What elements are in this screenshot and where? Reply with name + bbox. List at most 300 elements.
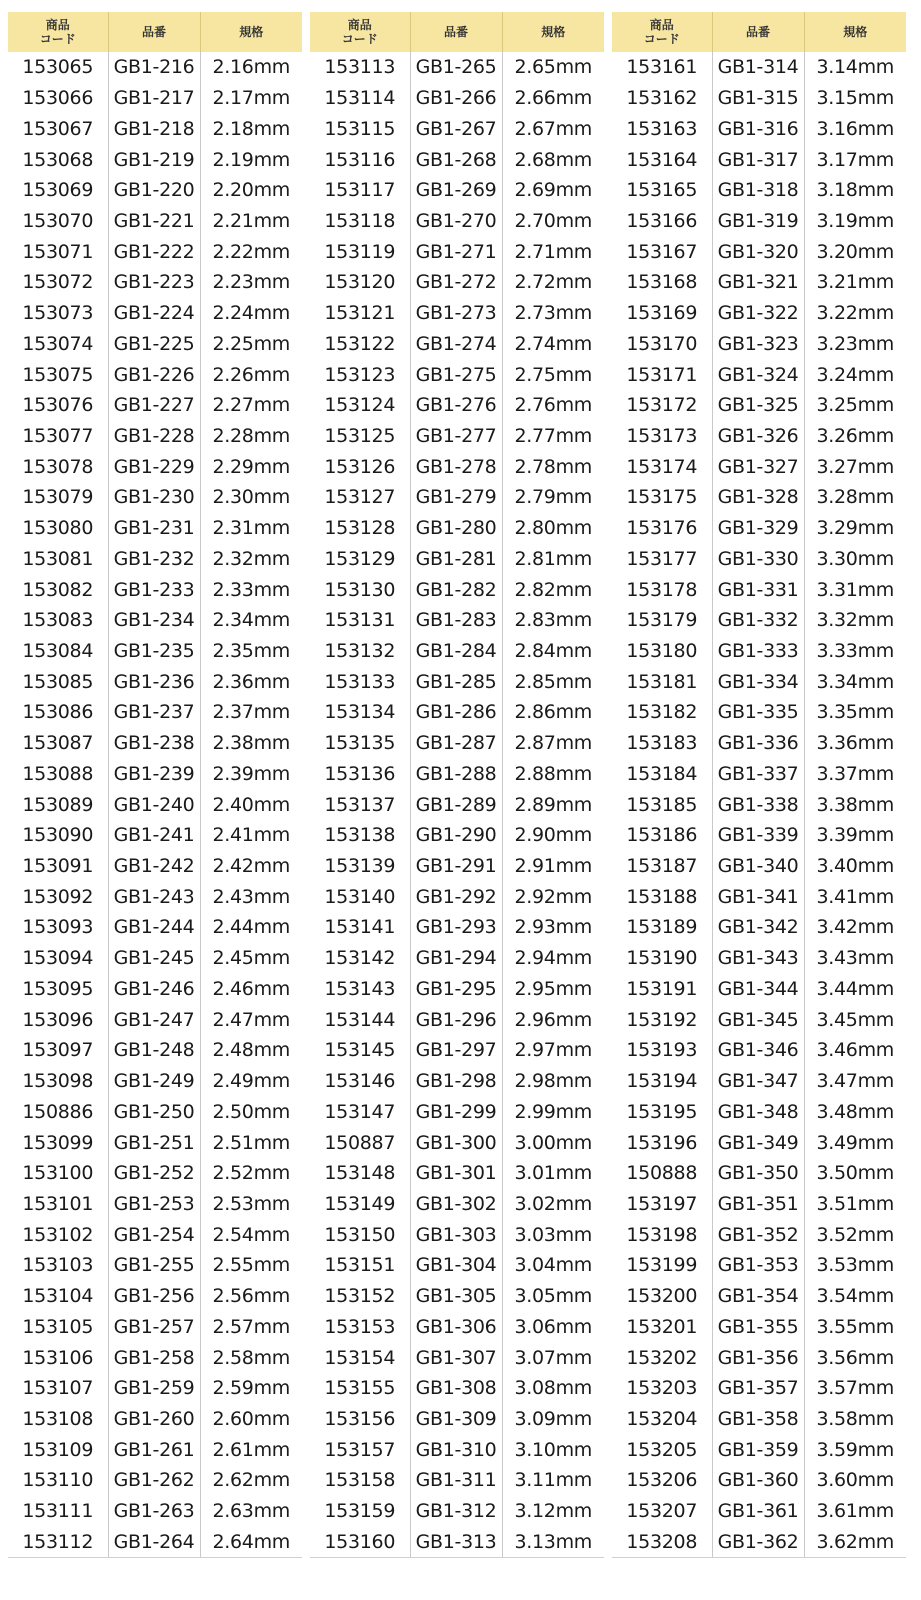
table-row bbox=[8, 482, 302, 513]
product-table-3 bbox=[612, 12, 906, 1558]
table-row bbox=[310, 482, 604, 513]
product-code-cell: 153106 bbox=[22, 1346, 94, 1369]
table-row bbox=[612, 52, 906, 83]
product-code-cell: 153082 bbox=[22, 578, 94, 601]
spec-cell: 2.62mm bbox=[200, 1465, 302, 1496]
part-number-cell: GB1-308 bbox=[410, 1373, 502, 1404]
table-row bbox=[310, 390, 604, 421]
part-number-cell: GB1-273 bbox=[410, 298, 502, 329]
product-code-cell: 153153 bbox=[324, 1315, 396, 1338]
part-number-cell: GB1-281 bbox=[410, 544, 502, 575]
product-code-cell: 153160 bbox=[310, 1527, 410, 1558]
table-row bbox=[8, 1311, 302, 1342]
part-number-cell: GB1-244 bbox=[108, 912, 200, 943]
spec-cell: 3.53mm bbox=[804, 1250, 906, 1281]
spec-cell: 3.12mm bbox=[502, 1496, 604, 1527]
part-number-cell: GB1-239 bbox=[108, 759, 200, 790]
part-number-cell: GB1-327 bbox=[712, 451, 804, 482]
part-number-cell: GB1-346 bbox=[712, 1035, 804, 1066]
product-code-cell: 153094 bbox=[22, 947, 94, 970]
table-row bbox=[612, 759, 906, 790]
product-code-cell: 153079 bbox=[22, 486, 94, 509]
table-row bbox=[8, 1158, 302, 1189]
spec-cell: 2.49mm bbox=[200, 1066, 302, 1097]
spec-cell: 3.31mm bbox=[804, 574, 906, 605]
part-number-cell: GB1-228 bbox=[108, 421, 200, 452]
spec-cell: 2.76mm bbox=[502, 390, 604, 421]
spec-cell: 2.41mm bbox=[200, 820, 302, 851]
spec-cell: 3.04mm bbox=[502, 1250, 604, 1281]
product-code-cell: 153132 bbox=[324, 640, 396, 663]
product-code-cell: 153134 bbox=[324, 701, 396, 724]
part-number-cell: GB1-310 bbox=[410, 1434, 502, 1465]
product-code-cell: 153148 bbox=[324, 1162, 396, 1185]
table-row bbox=[310, 1219, 604, 1250]
part-number-cell: GB1-360 bbox=[712, 1465, 804, 1496]
spec-cell: 3.13mm bbox=[502, 1527, 604, 1558]
table-row bbox=[612, 1527, 906, 1558]
table-row bbox=[8, 144, 302, 175]
table-row bbox=[612, 1189, 906, 1220]
spec-cell: 3.33mm bbox=[804, 636, 906, 667]
spec-cell: 2.27mm bbox=[200, 390, 302, 421]
part-number-cell: GB1-354 bbox=[712, 1281, 804, 1312]
part-number-cell: GB1-339 bbox=[712, 820, 804, 851]
product-code-cell: 153203 bbox=[626, 1377, 698, 1400]
spec-cell: 3.28mm bbox=[804, 482, 906, 513]
part-number-cell: GB1-267 bbox=[410, 113, 502, 144]
table-row bbox=[8, 1434, 302, 1465]
part-number-cell: GB1-254 bbox=[108, 1219, 200, 1250]
spec-cell: 3.39mm bbox=[804, 820, 906, 851]
part-number-cell: GB1-359 bbox=[712, 1434, 804, 1465]
product-code-cell: 153184 bbox=[626, 762, 698, 785]
spec-cell: 2.30mm bbox=[200, 482, 302, 513]
spec-cell: 3.03mm bbox=[502, 1219, 604, 1250]
spec-cell: 3.00mm bbox=[502, 1127, 604, 1158]
product-code-cell: 153133 bbox=[324, 670, 396, 693]
part-number-cell: GB1-288 bbox=[410, 759, 502, 790]
part-number-cell: GB1-243 bbox=[108, 881, 200, 912]
spec-cell: 2.78mm bbox=[502, 451, 604, 482]
product-code-cell: 153167 bbox=[626, 240, 698, 263]
header-part-number: 品番 bbox=[712, 12, 804, 52]
spec-cell: 2.68mm bbox=[502, 144, 604, 175]
part-number-cell: GB1-264 bbox=[108, 1527, 200, 1558]
table-row bbox=[612, 851, 906, 882]
table-row bbox=[612, 789, 906, 820]
part-number-cell: GB1-263 bbox=[108, 1496, 200, 1527]
product-code-cell: 153076 bbox=[22, 394, 94, 417]
part-number-cell: GB1-300 bbox=[410, 1127, 502, 1158]
product-table-2 bbox=[310, 12, 604, 1558]
product-code-cell: 153099 bbox=[22, 1131, 94, 1154]
product-code-cell: 153109 bbox=[22, 1438, 94, 1461]
product-code-cell: 153175 bbox=[626, 486, 698, 509]
part-number-cell: GB1-269 bbox=[410, 175, 502, 206]
spec-cell: 3.16mm bbox=[804, 113, 906, 144]
product-code-cell: 153196 bbox=[626, 1131, 698, 1154]
spec-cell: 3.08mm bbox=[502, 1373, 604, 1404]
product-code-cell: 153127 bbox=[324, 486, 396, 509]
spec-cell: 3.10mm bbox=[502, 1434, 604, 1465]
spec-cell: 3.15mm bbox=[804, 83, 906, 114]
table-body bbox=[310, 52, 604, 1558]
spec-cell: 3.30mm bbox=[804, 544, 906, 575]
part-number-cell: GB1-270 bbox=[410, 206, 502, 237]
table-row bbox=[8, 1066, 302, 1097]
part-number-cell: GB1-256 bbox=[108, 1281, 200, 1312]
product-code-cell: 153177 bbox=[626, 547, 698, 570]
part-number-cell: GB1-335 bbox=[712, 697, 804, 728]
table-row bbox=[310, 328, 604, 359]
table-row bbox=[612, 298, 906, 329]
product-code-cell: 153151 bbox=[324, 1254, 396, 1277]
part-number-cell: GB1-317 bbox=[712, 144, 804, 175]
table-row bbox=[612, 1373, 906, 1404]
spec-cell: 2.36mm bbox=[200, 666, 302, 697]
part-number-cell: GB1-291 bbox=[410, 851, 502, 882]
table-row bbox=[612, 1004, 906, 1035]
table-row bbox=[612, 421, 906, 452]
product-code-cell: 153187 bbox=[626, 855, 698, 878]
spec-cell: 2.83mm bbox=[502, 605, 604, 636]
product-code-cell: 153165 bbox=[626, 179, 698, 202]
part-number-cell: GB1-302 bbox=[410, 1189, 502, 1220]
spec-cell: 2.77mm bbox=[502, 421, 604, 452]
spec-cell: 2.35mm bbox=[200, 636, 302, 667]
product-code-cell: 153130 bbox=[324, 578, 396, 601]
table-row bbox=[310, 544, 604, 575]
part-number-cell: GB1-289 bbox=[410, 789, 502, 820]
table-row bbox=[612, 267, 906, 298]
product-code-cell: 153206 bbox=[626, 1469, 698, 1492]
spec-cell: 3.14mm bbox=[804, 52, 906, 83]
spec-cell: 3.17mm bbox=[804, 144, 906, 175]
table-row bbox=[310, 1434, 604, 1465]
spec-cell: 2.56mm bbox=[200, 1281, 302, 1312]
part-number-cell: GB1-240 bbox=[108, 789, 200, 820]
spec-cell: 3.40mm bbox=[804, 851, 906, 882]
spec-cell: 2.32mm bbox=[200, 544, 302, 575]
part-number-cell: GB1-229 bbox=[108, 451, 200, 482]
spec-cell: 2.23mm bbox=[200, 267, 302, 298]
part-number-cell: GB1-293 bbox=[410, 912, 502, 943]
spec-cell: 2.25mm bbox=[200, 328, 302, 359]
table-row bbox=[8, 52, 302, 83]
header-product-code: 商品 コード bbox=[612, 12, 712, 52]
part-number-cell: GB1-217 bbox=[108, 83, 200, 114]
spec-cell: 2.82mm bbox=[502, 574, 604, 605]
product-code-cell: 153111 bbox=[22, 1500, 94, 1523]
product-code-cell: 153078 bbox=[22, 455, 94, 478]
spec-cell: 2.66mm bbox=[502, 83, 604, 114]
table-row bbox=[310, 451, 604, 482]
table-row bbox=[612, 912, 906, 943]
part-number-cell: GB1-306 bbox=[410, 1311, 502, 1342]
spec-cell: 2.89mm bbox=[502, 789, 604, 820]
part-number-cell: GB1-326 bbox=[712, 421, 804, 452]
part-number-cell: GB1-235 bbox=[108, 636, 200, 667]
spec-cell: 3.23mm bbox=[804, 328, 906, 359]
table-row bbox=[612, 482, 906, 513]
spec-cell: 3.20mm bbox=[804, 236, 906, 267]
product-code-cell: 153178 bbox=[626, 578, 698, 601]
table-row bbox=[8, 421, 302, 452]
part-number-cell: GB1-324 bbox=[712, 359, 804, 390]
table-row bbox=[8, 881, 302, 912]
product-code-cell: 153120 bbox=[324, 271, 396, 294]
table-row bbox=[310, 1035, 604, 1066]
part-number-cell: GB1-351 bbox=[712, 1189, 804, 1220]
table-row bbox=[8, 666, 302, 697]
product-code-cell: 153092 bbox=[22, 885, 94, 908]
product-code-cell: 153068 bbox=[22, 148, 94, 171]
product-code-cell: 153131 bbox=[324, 609, 396, 632]
spec-cell: 2.84mm bbox=[502, 636, 604, 667]
product-code-cell: 153205 bbox=[626, 1438, 698, 1461]
table-row bbox=[8, 113, 302, 144]
product-code-cell: 153188 bbox=[626, 885, 698, 908]
table-row bbox=[612, 697, 906, 728]
table-row bbox=[310, 113, 604, 144]
product-code-cell: 153070 bbox=[22, 209, 94, 232]
part-number-cell: GB1-261 bbox=[108, 1434, 200, 1465]
table-row bbox=[8, 1035, 302, 1066]
table-row bbox=[8, 1281, 302, 1312]
product-code-cell: 153113 bbox=[324, 56, 396, 79]
spec-cell: 3.48mm bbox=[804, 1096, 906, 1127]
table-row bbox=[8, 636, 302, 667]
spec-cell: 2.97mm bbox=[502, 1035, 604, 1066]
product-code-cell: 153142 bbox=[324, 947, 396, 970]
product-code-cell: 153138 bbox=[324, 824, 396, 847]
product-code-cell: 153125 bbox=[324, 424, 396, 447]
table-row bbox=[310, 574, 604, 605]
table-row bbox=[612, 513, 906, 544]
part-number-cell: GB1-255 bbox=[108, 1250, 200, 1281]
part-number-cell: GB1-276 bbox=[410, 390, 502, 421]
spec-cell: 2.33mm bbox=[200, 574, 302, 605]
spec-cell: 3.59mm bbox=[804, 1434, 906, 1465]
part-number-cell: GB1-259 bbox=[108, 1373, 200, 1404]
product-code-cell: 153086 bbox=[22, 701, 94, 724]
part-number-cell: GB1-225 bbox=[108, 328, 200, 359]
table-row bbox=[612, 1219, 906, 1250]
table-row bbox=[310, 636, 604, 667]
table-row bbox=[8, 298, 302, 329]
product-code-cell: 153089 bbox=[22, 793, 94, 816]
product-code-cell: 153108 bbox=[22, 1407, 94, 1430]
product-code-cell: 153072 bbox=[22, 271, 94, 294]
table-row bbox=[8, 544, 302, 575]
part-number-cell: GB1-319 bbox=[712, 206, 804, 237]
table-row bbox=[612, 206, 906, 237]
product-code-cell: 153073 bbox=[22, 302, 94, 325]
part-number-cell: GB1-231 bbox=[108, 513, 200, 544]
product-code-cell: 153126 bbox=[324, 455, 396, 478]
table-row bbox=[612, 175, 906, 206]
part-number-cell: GB1-344 bbox=[712, 974, 804, 1005]
part-number-cell: GB1-232 bbox=[108, 544, 200, 575]
product-code-cell: 153088 bbox=[22, 762, 94, 785]
part-number-cell: GB1-245 bbox=[108, 943, 200, 974]
table-row bbox=[8, 206, 302, 237]
spec-cell: 2.40mm bbox=[200, 789, 302, 820]
spec-cell: 2.87mm bbox=[502, 728, 604, 759]
part-number-cell: GB1-290 bbox=[410, 820, 502, 851]
table-row bbox=[310, 1311, 604, 1342]
table-row bbox=[612, 451, 906, 482]
part-number-cell: GB1-246 bbox=[108, 974, 200, 1005]
table-row bbox=[612, 1035, 906, 1066]
spec-cell: 2.60mm bbox=[200, 1404, 302, 1435]
part-number-cell: GB1-331 bbox=[712, 574, 804, 605]
part-number-cell: GB1-218 bbox=[108, 113, 200, 144]
spec-cell: 2.28mm bbox=[200, 421, 302, 452]
part-number-cell: GB1-332 bbox=[712, 605, 804, 636]
header-spec: 規格 bbox=[502, 12, 604, 52]
table-row bbox=[612, 83, 906, 114]
table-row bbox=[310, 1373, 604, 1404]
table-row bbox=[8, 175, 302, 206]
table-row bbox=[310, 1189, 604, 1220]
product-code-cell: 153141 bbox=[324, 916, 396, 939]
spec-cell: 2.22mm bbox=[200, 236, 302, 267]
product-code-cell: 153163 bbox=[626, 117, 698, 140]
spec-cell: 3.26mm bbox=[804, 421, 906, 452]
part-number-cell: GB1-265 bbox=[410, 52, 502, 83]
spec-cell: 2.34mm bbox=[200, 605, 302, 636]
part-number-cell: GB1-252 bbox=[108, 1158, 200, 1189]
spec-cell: 3.34mm bbox=[804, 666, 906, 697]
spec-cell: 3.49mm bbox=[804, 1127, 906, 1158]
table-row bbox=[310, 206, 604, 237]
part-number-cell: GB1-271 bbox=[410, 236, 502, 267]
part-number-cell: GB1-307 bbox=[410, 1342, 502, 1373]
product-code-cell: 153074 bbox=[22, 332, 94, 355]
table-row bbox=[310, 728, 604, 759]
product-code-cell: 153204 bbox=[626, 1407, 698, 1430]
spec-cell: 2.29mm bbox=[200, 451, 302, 482]
table-row bbox=[8, 513, 302, 544]
part-number-cell: GB1-342 bbox=[712, 912, 804, 943]
product-code-cell: 153118 bbox=[324, 209, 396, 232]
product-code-cell: 153121 bbox=[324, 302, 396, 325]
table-row bbox=[612, 390, 906, 421]
table-header-row bbox=[310, 12, 604, 52]
spec-cell: 2.91mm bbox=[502, 851, 604, 882]
part-number-cell: GB1-323 bbox=[712, 328, 804, 359]
part-number-cell: GB1-311 bbox=[410, 1465, 502, 1496]
spec-cell: 3.51mm bbox=[804, 1189, 906, 1220]
product-code-cell: 153170 bbox=[626, 332, 698, 355]
spec-cell: 2.38mm bbox=[200, 728, 302, 759]
product-code-cell: 153190 bbox=[626, 947, 698, 970]
spec-cell: 2.31mm bbox=[200, 513, 302, 544]
part-number-cell: GB1-314 bbox=[712, 52, 804, 83]
table-row bbox=[8, 912, 302, 943]
product-code-cell: 153102 bbox=[22, 1223, 94, 1246]
spec-cell: 3.42mm bbox=[804, 912, 906, 943]
product-code-cell: 153143 bbox=[324, 977, 396, 1000]
product-code-cell: 153080 bbox=[22, 517, 94, 540]
product-code-cell: 153095 bbox=[22, 977, 94, 1000]
table-row bbox=[310, 1281, 604, 1312]
product-code-cell: 153195 bbox=[626, 1100, 698, 1123]
spec-cell: 2.64mm bbox=[200, 1527, 302, 1558]
part-number-cell: GB1-241 bbox=[108, 820, 200, 851]
table-row bbox=[612, 636, 906, 667]
product-code-cell: 153083 bbox=[22, 609, 94, 632]
table-row bbox=[310, 943, 604, 974]
part-number-cell: GB1-274 bbox=[410, 328, 502, 359]
product-code-cell: 153183 bbox=[626, 732, 698, 755]
part-number-cell: GB1-219 bbox=[108, 144, 200, 175]
table-row bbox=[8, 759, 302, 790]
table-row bbox=[8, 820, 302, 851]
table-row bbox=[612, 1096, 906, 1127]
product-code-cell: 153136 bbox=[324, 762, 396, 785]
part-number-cell: GB1-338 bbox=[712, 789, 804, 820]
spec-cell: 3.55mm bbox=[804, 1311, 906, 1342]
part-number-cell: GB1-325 bbox=[712, 390, 804, 421]
product-code-cell: 153075 bbox=[22, 363, 94, 386]
table-row bbox=[612, 820, 906, 851]
part-number-cell: GB1-320 bbox=[712, 236, 804, 267]
part-number-cell: GB1-348 bbox=[712, 1096, 804, 1127]
spec-cell: 2.75mm bbox=[502, 359, 604, 390]
table-row bbox=[612, 974, 906, 1005]
table-row bbox=[8, 728, 302, 759]
table-row bbox=[310, 236, 604, 267]
spec-cell: 2.61mm bbox=[200, 1434, 302, 1465]
table-row bbox=[612, 605, 906, 636]
table-row bbox=[612, 1250, 906, 1281]
header-product-code: 商品 コード bbox=[310, 12, 410, 52]
part-number-cell: GB1-349 bbox=[712, 1127, 804, 1158]
table-row bbox=[8, 267, 302, 298]
spec-cell: 3.05mm bbox=[502, 1281, 604, 1312]
product-code-cell: 153091 bbox=[22, 855, 94, 878]
part-number-cell: GB1-295 bbox=[410, 974, 502, 1005]
part-number-cell: GB1-233 bbox=[108, 574, 200, 605]
spec-cell: 2.95mm bbox=[502, 974, 604, 1005]
product-code-cell: 153112 bbox=[8, 1527, 108, 1558]
product-code-cell: 153180 bbox=[626, 640, 698, 663]
spec-cell: 2.18mm bbox=[200, 113, 302, 144]
table-row bbox=[8, 697, 302, 728]
part-number-cell: GB1-238 bbox=[108, 728, 200, 759]
table-row bbox=[310, 666, 604, 697]
part-number-cell: GB1-216 bbox=[108, 52, 200, 83]
product-code-cell: 153199 bbox=[626, 1254, 698, 1277]
spec-cell: 3.19mm bbox=[804, 206, 906, 237]
spec-cell: 2.99mm bbox=[502, 1096, 604, 1127]
part-number-cell: GB1-341 bbox=[712, 881, 804, 912]
table-row bbox=[310, 513, 604, 544]
part-number-cell: GB1-321 bbox=[712, 267, 804, 298]
part-number-cell: GB1-299 bbox=[410, 1096, 502, 1127]
spec-cell: 2.48mm bbox=[200, 1035, 302, 1066]
spec-cell: 2.39mm bbox=[200, 759, 302, 790]
product-code-cell: 153172 bbox=[626, 394, 698, 417]
product-code-cell: 153101 bbox=[22, 1192, 94, 1215]
part-number-cell: GB1-266 bbox=[410, 83, 502, 114]
product-code-cell: 153067 bbox=[22, 117, 94, 140]
part-number-cell: GB1-226 bbox=[108, 359, 200, 390]
table-row bbox=[8, 328, 302, 359]
